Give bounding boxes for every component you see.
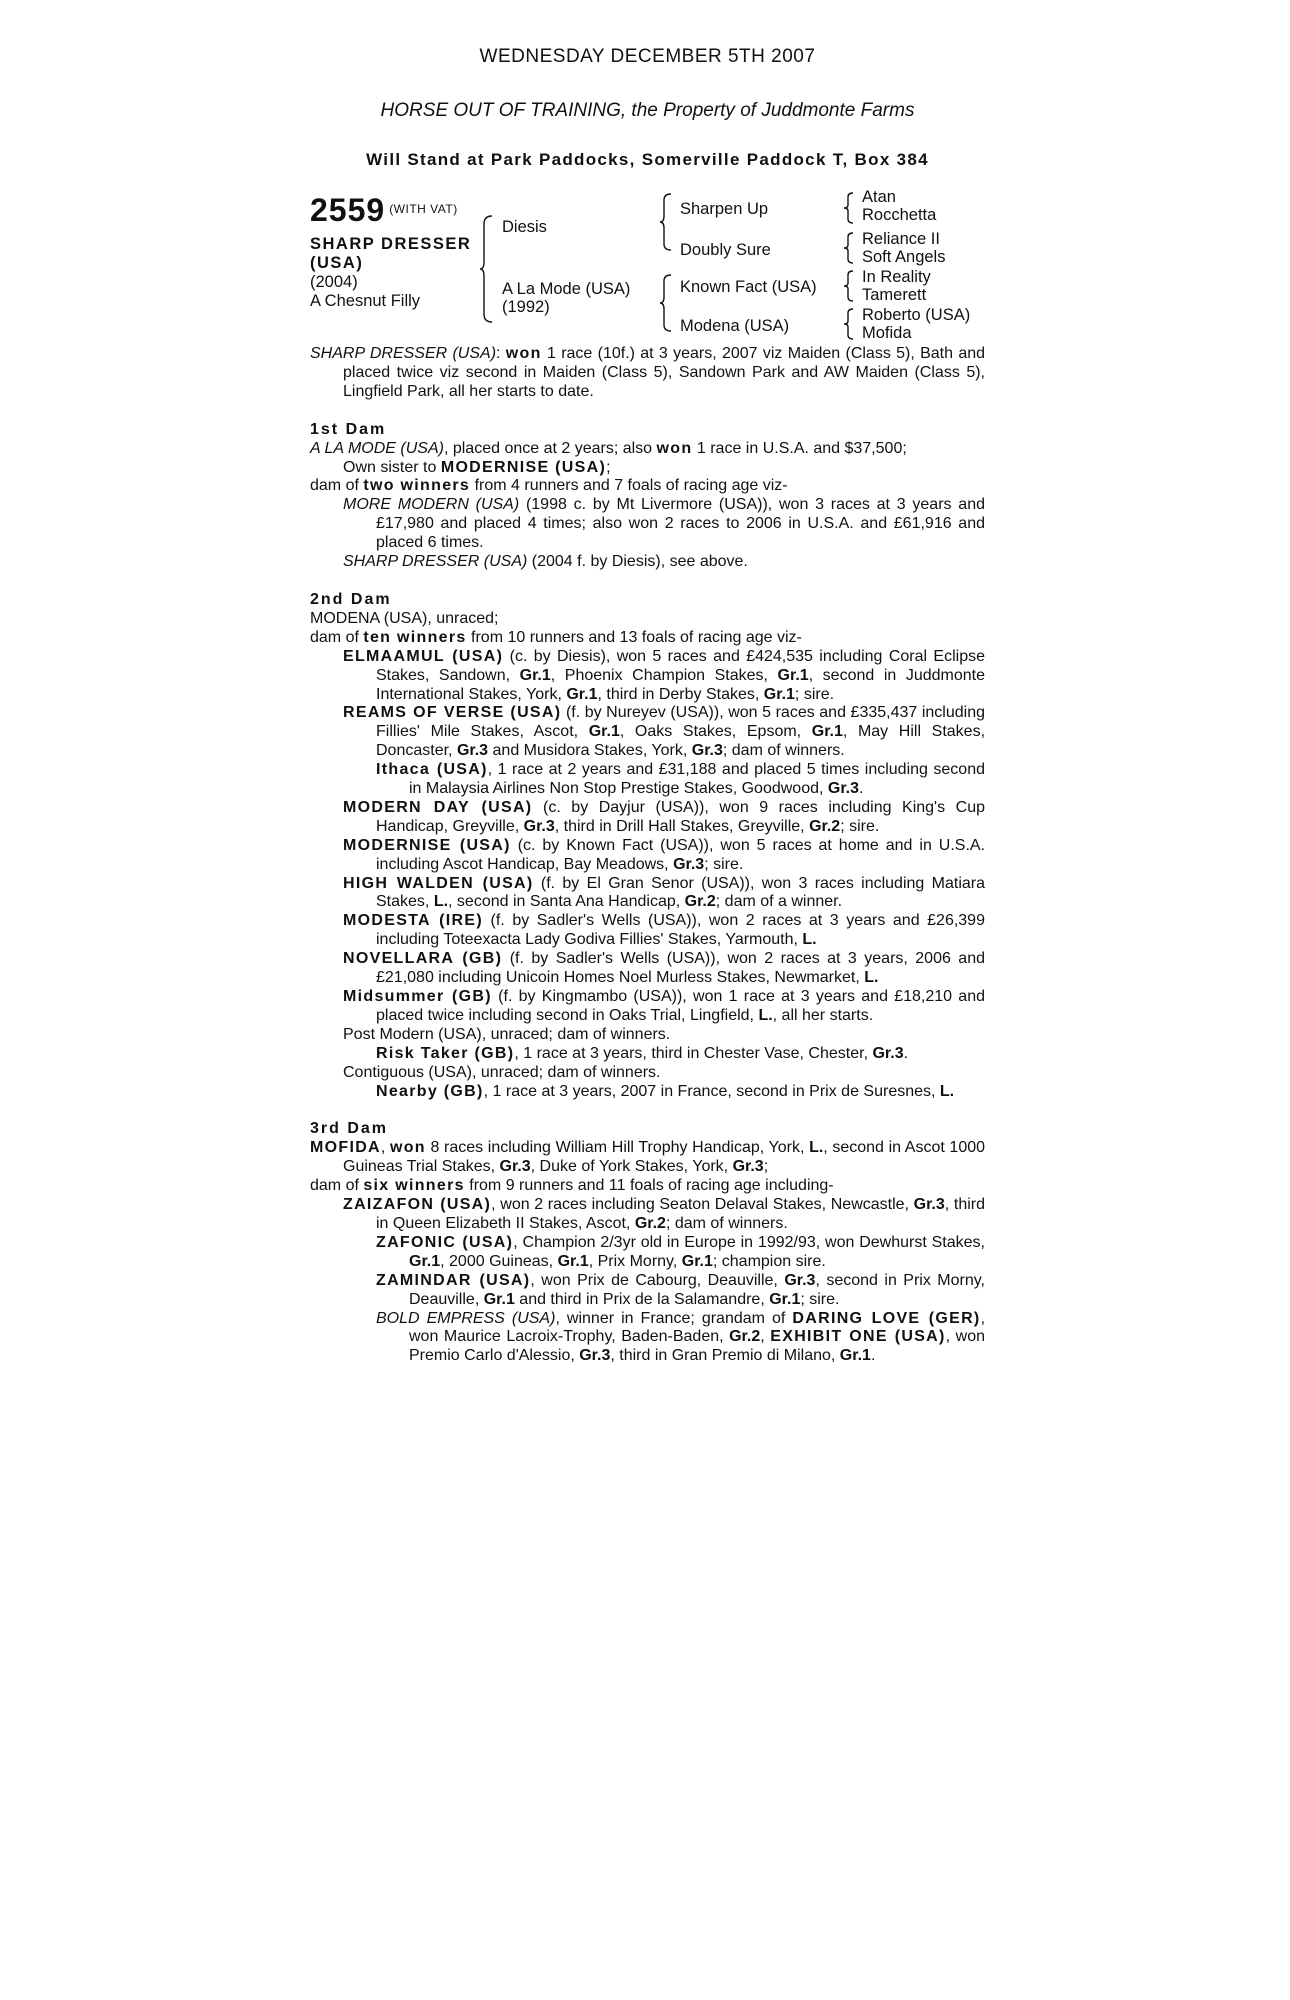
gdam-roberto: Roberto (USA)	[862, 306, 971, 324]
text-run: (f. by Sadler's Wells (USA)), won 2 races at 3 years and £26,399 including Toteexacta Lady Godiva Fillies' Stakes, Yarmouth,	[376, 912, 985, 949]
text-run: , Oaks Stakes, Epsom,	[619, 723, 812, 741]
produce-name: DARING LOVE (GER)	[792, 1309, 981, 1327]
first-dam-heading: 1st Dam	[310, 420, 387, 438]
gdam-soft-angels: Soft Angels	[862, 248, 946, 266]
winners-count: six winners	[363, 1177, 465, 1195]
horse-country: (USA)	[310, 254, 364, 272]
gdam-tamerett: Tamerett	[862, 286, 927, 304]
grade-label: Gr.1	[519, 666, 551, 684]
text-run: ; sire.	[840, 817, 880, 835]
produce-name: HIGH WALDEN (USA)	[343, 874, 534, 892]
text-run: .	[903, 1044, 909, 1062]
brace-g4	[844, 308, 854, 340]
pedigree-table	[310, 190, 985, 350]
won-label: won	[389, 1139, 426, 1157]
lot-number-block	[310, 192, 458, 229]
first-dam-name: A LA MODE (USA)	[310, 439, 444, 457]
text-run: from 4 runners and 7 foals of racing age viz-	[470, 477, 788, 495]
text-run: , 2000 Guineas,	[440, 1252, 558, 1270]
produce-name: ZAMINDAR (USA)	[376, 1271, 531, 1289]
grade-label: Gr.3	[579, 1347, 611, 1365]
text-run: , won Maurice Lacroix-Trophy, Baden-Baden,	[409, 1309, 986, 1346]
grade-label: Gr.2	[684, 893, 716, 911]
text-run: , second in Prix Morny, Deauville,	[409, 1271, 985, 1308]
produce-name: ELMAAMUL (USA)	[343, 647, 504, 665]
grade-label: Gr.3	[691, 742, 723, 760]
produce-modernise	[310, 837, 985, 875]
text-run: , Champion 2/3yr old in Europe in 1992/93, won Dewhurst Stakes,	[513, 1233, 985, 1251]
grade-label: Gr.3	[499, 1158, 531, 1176]
grade-label: Gr.1	[681, 1252, 713, 1270]
sire-dam-name: Doubly Sure	[680, 241, 771, 259]
produce-sharp-dresser	[310, 553, 985, 572]
third-dam-entry	[310, 1139, 985, 1177]
gdam-reliance: Reliance II	[862, 230, 940, 248]
text-run: , second in Juddmonte International Stakes, York,	[376, 666, 985, 703]
record-text: 1 race (10f.) at 3 years, 2007 viz Maiden (Class 5), Bath and placed twice viz second in Maiden (Class 5), Sandown Park and AW Maiden (Class 5), Lingfield Park, all her starts to date.	[343, 345, 986, 400]
produce-name: BOLD EMPRESS (USA)	[376, 1309, 556, 1327]
text-run: ; dam of winners.	[722, 742, 845, 760]
grade-label: L.	[802, 931, 817, 949]
sire-sire-name: Sharpen Up	[680, 200, 769, 218]
text-run: , won 2 races including Seaton Delaval Stakes, Newcastle,	[491, 1196, 914, 1214]
grade-label: Gr.1	[811, 723, 843, 741]
gdam-atan: Atan	[862, 188, 896, 206]
gdam-rocchetta: Rocchetta	[862, 206, 937, 224]
text-run: ; sire.	[800, 1290, 840, 1308]
text-run: (c. by Dayjur (USA)), won 9 races including King's Cup Handicap, Greyville,	[376, 798, 985, 835]
text-run: , third in Gran Premio di Milano,	[610, 1347, 840, 1365]
text-run: ,	[380, 1139, 390, 1157]
text-run: , won Prix de Cabourg, Deauville,	[530, 1271, 785, 1289]
text-run: and third in Prix de la Salamandre,	[514, 1290, 770, 1308]
produce-high-walden	[310, 875, 985, 913]
text-run: (2004 f. by Diesis), see above.	[527, 553, 748, 571]
text-run: and Musidora Stakes, York,	[488, 742, 692, 760]
brace-dam	[660, 273, 674, 333]
dam-dam-name: Modena (USA)	[680, 317, 790, 335]
brace-g1	[844, 192, 854, 224]
text-run: , second in Santa Ana Handicap,	[448, 893, 685, 911]
grade-label: Gr.3	[827, 780, 860, 798]
sire-name: Diesis	[502, 218, 547, 236]
brace-g2	[844, 232, 854, 264]
produce-name: Risk Taker (GB)	[376, 1044, 515, 1062]
produce-ithaca	[310, 761, 985, 799]
produce-name: Midsummer (GB)	[343, 988, 492, 1005]
horse-description: A Chesnut Filly	[310, 292, 421, 310]
grade-label: Gr.2	[634, 1214, 666, 1232]
text-run: 8 races including William Hill Trophy Handicap, York,	[425, 1139, 810, 1157]
brace-main	[480, 214, 496, 324]
produce-zaizafon	[310, 1196, 985, 1234]
text-run: ; dam of winners.	[665, 1214, 788, 1232]
text-run: (c. by Known Fact (USA)), won 5 races at home and in U.S.A. including Ascot Handicap, Bay Meadows,	[376, 836, 986, 873]
produce-more-modern	[310, 496, 985, 553]
grade-label: L.	[939, 1082, 955, 1100]
text-run: , Duke of York Stakes, York,	[530, 1158, 733, 1176]
horse-year: (2004)	[310, 273, 358, 291]
spacer	[310, 1101, 985, 1120]
produce-modern-day	[310, 799, 985, 837]
text-run: ; dam of a winner.	[715, 893, 843, 911]
grade-label: Gr.2	[809, 817, 841, 835]
lot-number: 2559	[310, 192, 386, 228]
produce-zafonic	[310, 1234, 985, 1272]
dam-name: A La Mode (USA)	[502, 280, 631, 298]
vat-note: (WITH VAT)	[389, 202, 458, 216]
text-run: , third in Queen Elizabeth II Stakes, Ascot,	[376, 1196, 985, 1232]
grade-label: L.	[758, 1006, 773, 1024]
produce-name: ZAIZAFON (USA)	[343, 1196, 492, 1214]
text-run: (f. by Kingmambo (USA)), won 1 race at 3 years and £18,210 and placed twice including second in Oaks Trial, Lingfield,	[376, 988, 986, 1024]
text-run: , 1 race at 2 years and £31,188 and placed 5 times including second in Malaysia Airlines Non Stop Prestige Stakes, Goodwood,	[409, 761, 986, 798]
produce-name: Nearby (GB)	[376, 1082, 484, 1100]
produce-name: ZAFONIC (USA)	[376, 1233, 514, 1251]
grade-label: Gr.3	[913, 1196, 945, 1214]
text-run: 1 race in U.S.A. and $37,500;	[692, 439, 907, 457]
produce-zamindar	[310, 1272, 985, 1310]
horse-details	[310, 235, 471, 311]
text-run: , 1 race at 3 years, 2007 in France, second in Prix de Suresnes,	[483, 1082, 940, 1100]
text-run: ;	[606, 458, 611, 476]
text-run: , third in Derby Stakes,	[597, 685, 764, 703]
grade-label: Gr.1	[763, 685, 795, 703]
text-run: (c. by Diesis), won 5 races and £424,535 including Coral Eclipse Stakes, Sandown,	[376, 647, 985, 684]
brace-g3	[844, 270, 854, 302]
spacer	[310, 572, 985, 591]
produce-name: MODESTA (IRE)	[343, 912, 483, 930]
grade-label: Gr.3	[673, 855, 705, 873]
text-run: , won Premio Carlo d'Alessio,	[409, 1328, 986, 1365]
text-run: , second in Ascot 1000 Guineas Trial Stakes,	[343, 1139, 986, 1176]
grade-label: Gr.1	[777, 666, 809, 684]
text-run: (f. by El Gran Senor (USA)), won 3 races including Matiara Stakes,	[376, 874, 985, 911]
text-run: (1998 c. by Mt Livermore (USA)), won 3 races at 3 years and £17,980 and placed 4 times; also won 2 races to 2006 in U.S.A. and £61,916 and placed 6 times.	[376, 496, 985, 552]
grade-label: L.	[809, 1139, 824, 1157]
horse-name: SHARP DRESSER	[310, 235, 472, 253]
text-run: , all her starts.	[772, 1006, 874, 1024]
first-dam-entry	[310, 440, 985, 478]
produce-name: REAMS OF VERSE (USA)	[343, 704, 562, 722]
race-record: SHARP DRESSER (USA): won 1 race (10f.) at 3 years, 2007 viz Maiden (Class 5), Bath and placed twice viz second in Maiden (Class 5), Sandown Park and AW Maiden (Class 5), Lingfield Park, all her starts to date.	[310, 345, 986, 400]
produce-post-modern: Post Modern (USA), unraced; dam of winners.	[343, 1025, 671, 1043]
grade-label: Gr.3	[456, 742, 489, 760]
text-run: , placed once at 2 years; also	[443, 439, 657, 457]
dam-sire-name: Known Fact (USA)	[680, 278, 817, 296]
produce-name: NOVELLARA (GB)	[343, 950, 503, 968]
spacer	[310, 402, 985, 421]
grade-label: L.	[864, 969, 879, 987]
lot-subtitle: HORSE OUT OF TRAINING, the Property of Juddmonte Farms	[380, 100, 915, 121]
text-run: from 9 runners and 11 foals of racing age including-	[464, 1177, 834, 1195]
brace-sire	[660, 192, 674, 252]
grade-label: Gr.1	[566, 685, 598, 703]
grade-label: Gr.1	[557, 1252, 589, 1270]
text-run: , Prix Morny,	[588, 1252, 682, 1270]
text-run: dam of	[310, 628, 364, 646]
produce-name: MODERNISE (USA)	[343, 836, 511, 854]
stand-location: Will Stand at Park Paddocks, Somerville Paddock T, Box 384	[366, 150, 929, 169]
text-run: (f. by Sadler's Wells (USA)), won 2 races at 3 years, 2006 and £21,080 including Unicoin Homes Noel Murless Stakes, Newmarket,	[376, 950, 985, 987]
produce-name: Ithaca (USA)	[376, 761, 488, 779]
first-dam-produce-summary	[310, 477, 985, 496]
grade-label: Gr.3	[523, 817, 555, 835]
produce-nearby	[310, 1083, 985, 1102]
text-run: , 1 race at 3 years, third in Chester Vase, Chester,	[514, 1044, 873, 1062]
text-run: , May Hill Stakes, Doncaster,	[376, 723, 986, 760]
produce-name: EXHIBIT ONE (USA)	[770, 1328, 946, 1346]
grade-label: Gr.3	[732, 1158, 764, 1176]
text-run: , Phoenix Champion Stakes,	[550, 666, 778, 684]
catalogue-body	[310, 345, 985, 1366]
dam-year: (1992)	[502, 298, 550, 316]
produce-name: MORE MODERN (USA)	[343, 496, 520, 514]
third-dam-produce-summary	[310, 1177, 985, 1196]
grade-label: Gr.1	[409, 1252, 441, 1270]
text-run: ;	[763, 1158, 769, 1176]
text-run: .	[859, 780, 864, 798]
second-dam-name: MODENA (USA), unraced;	[310, 609, 499, 627]
gdam-in-reality: In Reality	[862, 268, 931, 286]
third-dam-name: MOFIDA	[310, 1139, 381, 1157]
sale-date: WEDNESDAY DECEMBER 5TH 2007	[479, 46, 816, 67]
grade-label: Gr.1	[769, 1290, 801, 1308]
grade-label: Gr.3	[784, 1271, 816, 1289]
second-dam-heading: 2nd Dam	[310, 590, 392, 608]
grade-label: L.	[433, 893, 449, 911]
text-run: , third in Drill Hall Stakes, Greyville,	[554, 817, 810, 835]
produce-modesta	[310, 912, 985, 950]
produce-novellara	[310, 950, 985, 988]
grade-label: Gr.1	[483, 1290, 515, 1308]
grade-label: Gr.1	[839, 1347, 871, 1365]
record-horse-name: SHARP DRESSER (USA)	[310, 345, 497, 362]
won-label: won	[505, 345, 542, 362]
produce-reams-of-verse	[310, 704, 985, 761]
produce-elmaamul	[310, 648, 985, 705]
won-label: won	[656, 439, 693, 457]
text-run: ; sire.	[794, 685, 835, 703]
text-run: from 10 runners and 13 foals of racing age viz-	[466, 628, 802, 646]
text-run: dam of	[310, 477, 364, 495]
produce-bold-empress	[310, 1310, 985, 1367]
text-run: ; sire.	[704, 855, 744, 873]
sibling-name: MODERNISE (USA)	[440, 458, 607, 476]
text-run: , winner in France; grandam of	[555, 1309, 793, 1327]
winners-count: ten winners	[363, 628, 467, 646]
grade-label: Gr.3	[872, 1044, 904, 1062]
winners-count: two winners	[363, 477, 471, 495]
text-run: dam of	[310, 1177, 364, 1195]
grade-label: Gr.2	[729, 1328, 761, 1346]
grade-label: Gr.1	[588, 723, 620, 741]
produce-risk-taker	[310, 1045, 985, 1064]
produce-name: SHARP DRESSER (USA)	[343, 553, 528, 571]
produce-contiguous: Contiguous (USA), unraced; dam of winners.	[343, 1063, 661, 1081]
produce-midsummer	[310, 988, 985, 1026]
produce-name: MODERN DAY (USA)	[343, 798, 533, 816]
text-run: Own sister to	[343, 458, 441, 476]
third-dam-heading: 3rd Dam	[310, 1120, 389, 1138]
gdam-mofida: Mofida	[862, 324, 912, 342]
text-run: ; champion sire.	[712, 1252, 826, 1270]
second-dam-produce-summary	[310, 629, 985, 648]
text-run: .	[870, 1347, 876, 1365]
text-run: ,	[760, 1328, 771, 1346]
text-run: (f. by Nureyev (USA)), won 5 races and £335,437 including Fillies' Mile Stakes, Ascot,	[376, 704, 986, 741]
